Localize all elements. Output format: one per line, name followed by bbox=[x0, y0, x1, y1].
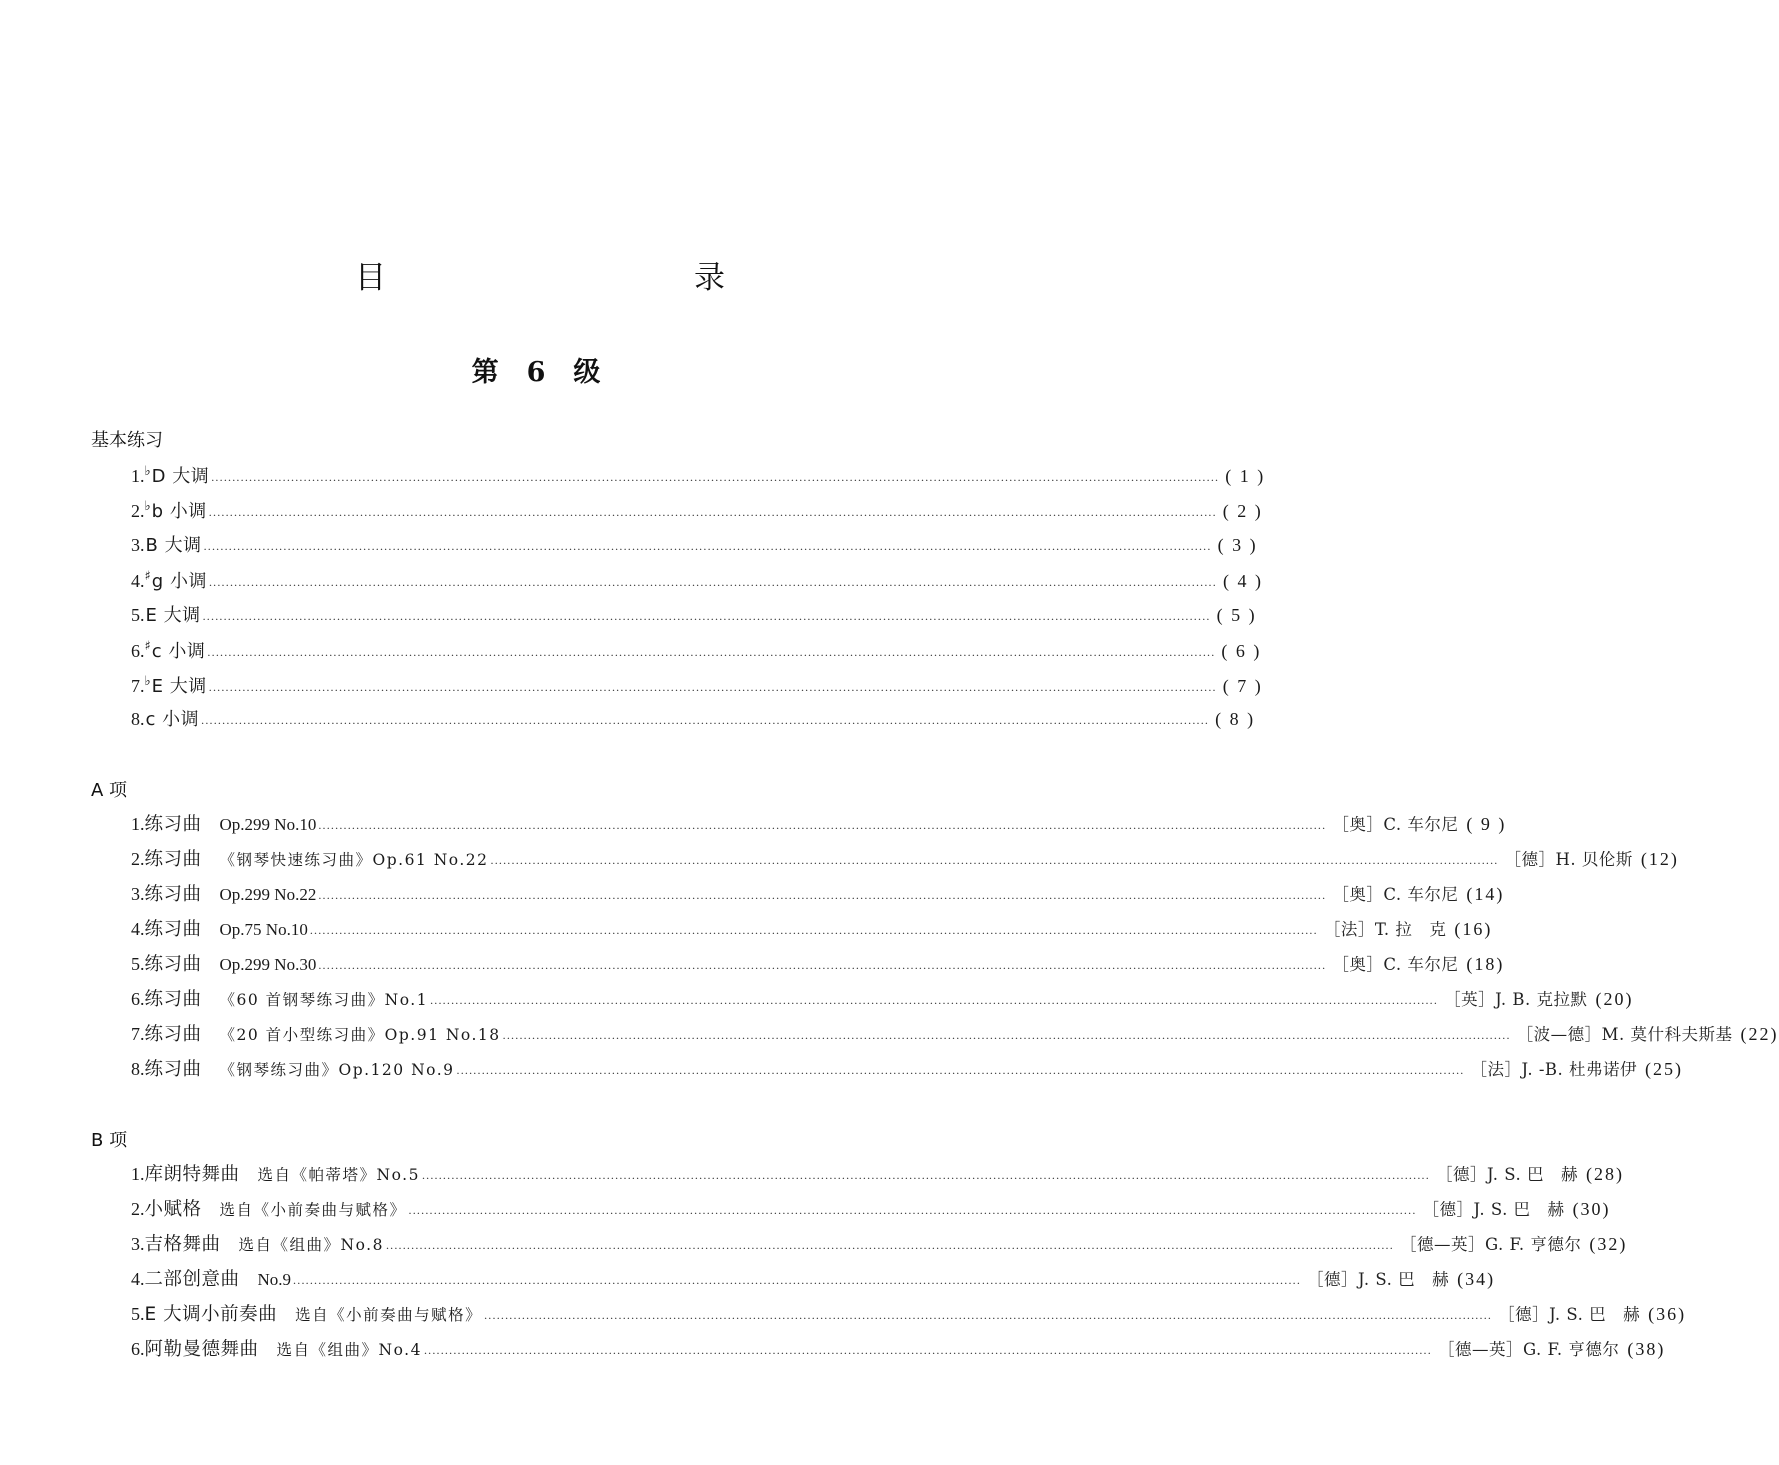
entry-number: 7. bbox=[131, 676, 145, 696]
entry-title: c 小调 bbox=[145, 709, 200, 730]
dot-leader: ................................................................................................................................................................................................................................................ bbox=[208, 680, 1217, 694]
entry-title: 练习曲 bbox=[144, 1059, 202, 1080]
dot-leader: ................................................................................................................................................................................................................................................ bbox=[408, 1203, 1417, 1217]
dot-leader: ................................................................................................................................................................................................................................................ bbox=[385, 1238, 1394, 1252]
entry-subtitle: 选自《组曲》No.4 bbox=[276, 1341, 422, 1359]
entry-composer: ［法］T. 拉 克 bbox=[1323, 920, 1447, 939]
entry-composer: ［德］J. S. 巴 赫 bbox=[1422, 1200, 1565, 1219]
entry-composer: ［德］J. S. 巴 赫 bbox=[1435, 1165, 1578, 1184]
grade-prefix: 第 bbox=[471, 357, 507, 388]
toc-entry[interactable] bbox=[131, 845, 1679, 875]
dot-leader: ................................................................................................................................................................................................................................................ bbox=[423, 1343, 1432, 1357]
entry-number: 5. bbox=[131, 954, 145, 974]
entry-composer: ［德］J. S. 巴 赫 bbox=[1307, 1270, 1450, 1289]
entry-page: (22) bbox=[1740, 1024, 1779, 1044]
toc-entry[interactable] bbox=[131, 985, 1634, 1015]
toc-entry[interactable] bbox=[131, 1300, 1687, 1330]
entry-page: (34) bbox=[1457, 1269, 1496, 1289]
entry-subtitle: 《60 首钢琴练习曲》No.1 bbox=[219, 991, 429, 1009]
toc-entry[interactable] bbox=[131, 1335, 1666, 1365]
entry-title: 练习曲 bbox=[144, 884, 202, 905]
toc-entry[interactable] bbox=[131, 1055, 1684, 1085]
entry-number: 3. bbox=[131, 535, 145, 555]
entry-page: ( 6 ) bbox=[1221, 641, 1262, 661]
entry-title: 小赋格 bbox=[144, 1199, 202, 1220]
entry-page: ( 5 ) bbox=[1216, 605, 1257, 625]
entry-number: 2. bbox=[131, 1199, 145, 1219]
toc-entry[interactable] bbox=[131, 1265, 1496, 1295]
entry-page: (18) bbox=[1466, 954, 1505, 974]
entry-page: ( 2 ) bbox=[1222, 501, 1263, 521]
entry-number: 6. bbox=[131, 1339, 145, 1359]
entry-title: g 小调 bbox=[151, 571, 207, 592]
entry-title: 二部创意曲 bbox=[144, 1269, 240, 1290]
toc-entry[interactable] bbox=[131, 880, 1505, 910]
entry-subtitle: 选自《帕蒂塔》No.5 bbox=[257, 1166, 420, 1184]
entry-composer: ［英］J. B. 克拉默 bbox=[1444, 990, 1588, 1009]
entry-title: E 大调小前奏曲 bbox=[144, 1304, 278, 1325]
entry-title: 练习曲 bbox=[144, 1024, 202, 1045]
toc-entry[interactable] bbox=[131, 672, 1263, 702]
entry-subtitle: 《钢琴快速练习曲》Op.61 No.22 bbox=[219, 851, 489, 869]
entry-number: 5. bbox=[131, 1304, 145, 1324]
entry-subtitle: Op.75 No.10 bbox=[219, 920, 308, 939]
entry-number: 5. bbox=[131, 605, 145, 625]
entry-number: 8. bbox=[131, 1059, 145, 1079]
entry-number: 3. bbox=[131, 1234, 145, 1254]
entry-subtitle: 选自《小前奏曲与赋格》 bbox=[219, 1201, 407, 1219]
entry-composer: ［波—德］M. 莫什科夫斯基 bbox=[1516, 1025, 1733, 1044]
entry-composer: ［德］J. S. 巴 赫 bbox=[1498, 1305, 1641, 1324]
flat-icon: ♭ bbox=[144, 464, 151, 479]
dot-leader: ................................................................................................................................................................................................................................................ bbox=[208, 505, 1217, 519]
toc-entry[interactable] bbox=[131, 1230, 1628, 1260]
section-b-heading: B 项 bbox=[91, 1130, 128, 1151]
entry-page: ( 9 ) bbox=[1466, 814, 1507, 834]
entry-page: (25) bbox=[1645, 1059, 1684, 1079]
entry-title: B 大调 bbox=[145, 535, 202, 556]
entry-number: 1. bbox=[131, 1164, 145, 1184]
dot-leader: ................................................................................................................................................................................................................................................ bbox=[421, 1168, 1430, 1182]
entry-title: 阿勒曼德舞曲 bbox=[144, 1339, 259, 1360]
toc-entry[interactable] bbox=[131, 915, 1493, 945]
toc-entry[interactable] bbox=[131, 462, 1266, 492]
entry-page: ( 1 ) bbox=[1225, 466, 1266, 486]
dot-leader: ................................................................................................................................................................................................................................................ bbox=[484, 1308, 1493, 1322]
dot-leader: ................................................................................................................................................................................................................................................ bbox=[207, 645, 1216, 659]
entry-page: (30) bbox=[1572, 1199, 1611, 1219]
dot-leader: ................................................................................................................................................................................................................................................ bbox=[502, 1028, 1511, 1042]
dot-leader: ................................................................................................................................................................................................................................................ bbox=[208, 575, 1217, 589]
entry-number: 6. bbox=[131, 641, 145, 661]
dot-leader: ................................................................................................................................................................................................................................................ bbox=[293, 1273, 1302, 1287]
grade-suffix: 级 bbox=[573, 357, 609, 388]
entry-page: ( 8 ) bbox=[1215, 709, 1256, 729]
entry-composer: ［法］J. -B. 杜弗诺伊 bbox=[1470, 1060, 1638, 1079]
entry-number: 1. bbox=[131, 814, 145, 834]
entry-number: 7. bbox=[131, 1024, 145, 1044]
entry-title: E 大调 bbox=[145, 605, 201, 626]
dot-leader: ................................................................................................................................................................................................................................................ bbox=[318, 818, 1327, 832]
entry-page: (14) bbox=[1466, 884, 1505, 904]
entry-page: ( 3 ) bbox=[1217, 535, 1258, 555]
section-basic-heading: 基本练习 bbox=[91, 430, 163, 451]
entry-composer: ［奥］C. 车尔尼 bbox=[1332, 955, 1459, 974]
dot-leader: ................................................................................................................................................................................................................................................ bbox=[318, 888, 1327, 902]
dot-leader: ................................................................................................................................................................................................................................................ bbox=[318, 958, 1327, 972]
entry-subtitle: No.9 bbox=[257, 1270, 292, 1289]
entry-subtitle: 选自《组曲》No.8 bbox=[238, 1236, 384, 1254]
flat-icon: ♭ bbox=[144, 499, 151, 514]
entry-title: 练习曲 bbox=[144, 989, 202, 1010]
entry-subtitle: 选自《小前奏曲与赋格》 bbox=[295, 1306, 483, 1324]
toc-entry[interactable] bbox=[131, 497, 1263, 527]
entry-title: 练习曲 bbox=[144, 814, 202, 835]
toc-entry[interactable] bbox=[131, 1160, 1624, 1190]
toc-entry[interactable] bbox=[131, 810, 1507, 840]
entry-page: ( 4 ) bbox=[1222, 571, 1263, 591]
entry-subtitle: Op.299 No.30 bbox=[219, 955, 317, 974]
grade-heading bbox=[0, 350, 1080, 389]
entry-number: 6. bbox=[131, 989, 145, 1009]
toc-entry[interactable] bbox=[131, 531, 1258, 561]
entry-title: 练习曲 bbox=[144, 849, 202, 870]
toc-entry[interactable] bbox=[131, 637, 1262, 667]
toc-entry[interactable] bbox=[131, 1195, 1611, 1225]
entry-number: 2. bbox=[131, 849, 145, 869]
entry-subtitle: 《钢琴练习曲》Op.120 No.9 bbox=[219, 1061, 455, 1079]
entry-title: 吉格舞曲 bbox=[144, 1234, 221, 1255]
toc-entry[interactable] bbox=[131, 567, 1263, 597]
dot-leader: ................................................................................................................................................................................................................................................ bbox=[490, 853, 1499, 867]
entry-number: 8. bbox=[131, 709, 145, 729]
dot-leader: ................................................................................................................................................................................................................................................ bbox=[203, 539, 1212, 553]
dot-leader: ................................................................................................................................................................................................................................................ bbox=[430, 993, 1439, 1007]
entry-title: c 小调 bbox=[151, 641, 206, 662]
entry-title: b 小调 bbox=[151, 501, 207, 522]
entry-title: E 大调 bbox=[151, 676, 207, 697]
entry-number: 1. bbox=[131, 466, 145, 486]
entry-composer: ［德］H. 贝伦斯 bbox=[1504, 850, 1633, 869]
entry-number: 4. bbox=[131, 919, 145, 939]
entry-number: 4. bbox=[131, 1269, 145, 1289]
entry-page: (28) bbox=[1585, 1164, 1624, 1184]
entry-title: 练习曲 bbox=[144, 919, 202, 940]
dot-leader: ................................................................................................................................................................................................................................................ bbox=[201, 713, 1210, 727]
entry-title: D 大调 bbox=[151, 466, 210, 487]
entry-subtitle: 《20 首小型练习曲》Op.91 No.18 bbox=[219, 1026, 501, 1044]
entry-subtitle: Op.299 No.22 bbox=[219, 885, 317, 904]
dot-leader: ................................................................................................................................................................................................................................................ bbox=[202, 609, 1211, 623]
dot-leader: ................................................................................................................................................................................................................................................ bbox=[309, 923, 1318, 937]
section-a-heading: A 项 bbox=[91, 780, 128, 801]
entry-number: 3. bbox=[131, 884, 145, 904]
entry-page: (36) bbox=[1648, 1304, 1687, 1324]
dot-leader: ................................................................................................................................................................................................................................................ bbox=[211, 470, 1220, 484]
entry-composer: ［奥］C. 车尔尼 bbox=[1332, 815, 1459, 834]
toc-entry[interactable] bbox=[131, 1020, 1779, 1050]
flat-icon: ♭ bbox=[144, 674, 151, 689]
entry-composer: ［德—英］G. F. 亨德尔 bbox=[1399, 1235, 1582, 1254]
entry-number: 2. bbox=[131, 501, 145, 521]
grade-number: 6 bbox=[526, 357, 554, 388]
dot-leader: ................................................................................................................................................................................................................................................ bbox=[456, 1063, 1465, 1077]
page-title: 目 录 bbox=[355, 260, 807, 296]
toc-entry[interactable] bbox=[131, 950, 1505, 980]
entry-composer: ［德—英］G. F. 亨德尔 bbox=[1437, 1340, 1620, 1359]
entry-composer: ［奥］C. 车尔尼 bbox=[1332, 885, 1459, 904]
entry-page: (32) bbox=[1589, 1234, 1628, 1254]
sharp-icon: ♯ bbox=[144, 639, 151, 654]
sharp-icon: ♯ bbox=[144, 569, 151, 584]
entry-page: (12) bbox=[1640, 849, 1679, 869]
entry-page: (16) bbox=[1454, 919, 1493, 939]
entry-title: 练习曲 bbox=[144, 954, 202, 975]
entry-page: (20) bbox=[1595, 989, 1634, 1009]
entry-subtitle: Op.299 No.10 bbox=[219, 815, 317, 834]
toc-entry[interactable] bbox=[131, 705, 1256, 735]
entry-title: 库朗特舞曲 bbox=[144, 1164, 240, 1185]
entry-page: (38) bbox=[1627, 1339, 1666, 1359]
entry-page: ( 7 ) bbox=[1222, 676, 1263, 696]
toc-entry[interactable] bbox=[131, 601, 1257, 631]
entry-number: 4. bbox=[131, 571, 145, 591]
